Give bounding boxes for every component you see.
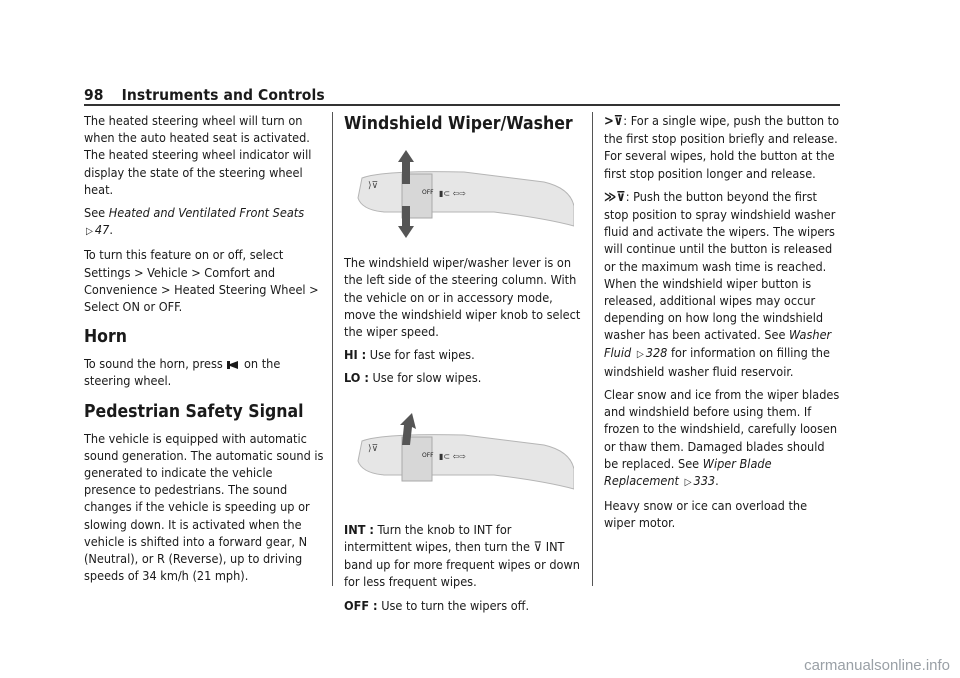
watermark: carmanualsonline.info: [804, 657, 950, 674]
column-1: [84, 112, 324, 590]
seats-page[interactable]: 47: [94, 222, 110, 238]
off-item: OFF : Use to turn the wipers off.: [344, 597, 530, 613]
column-3: [604, 112, 840, 538]
wiper-heading: Windshield Wiper/Washer: [344, 114, 573, 134]
see-reference: See Heated and Ventilated Front Seats ▷ 47.: [84, 205, 305, 238]
column-divider-1: [332, 112, 333, 586]
int-item: INT : Turn the knob to INT for intermittent wipes, then turn the ⊽ INT band up for more frequent wipes or down for less frequent wipes.: [344, 521, 580, 590]
pedestrian-heading: Pedestrian Safety Signal: [84, 401, 304, 422]
pedestrian-paragraph: The vehicle is equipped with automatic sound generation. The automatic sound is generated to indicate the vehicle presence to pedestrians. The sound changes if the vehicle is speeding up or slowing down. It is activated when the vehicle is shifted into a forward gear, N (Neutral), or R (Reverse), up to driving speeds of 34 km/h (21 mph).: [84, 430, 324, 584]
page-header: [84, 86, 325, 104]
wiper-lever-illustration-int: [344, 411, 574, 503]
heated-wheel-paragraph: The heated steering wheel will turn on when the auto heated seat is activated. The heated steering wheel indicator will display the state of the steering wheel heat.: [84, 113, 312, 197]
wiper-intro-paragraph: The windshield wiper/washer lever is on the left side of the steering column. With the vehicle on or in accessory mode, move the windshield wiper knob to select the wiper speed.: [344, 255, 581, 340]
page-number: 98: [84, 86, 104, 104]
header-rule: [84, 104, 840, 106]
column-2: [344, 112, 582, 620]
page-ref-icon-2: ▷: [636, 348, 644, 360]
horn-icon: [226, 359, 240, 371]
wiper-symbol: ⟩⊽: [368, 181, 379, 191]
single-wipe-icon: >⊽: [604, 114, 624, 129]
blade-replacement-page[interactable]: 333: [693, 473, 716, 489]
washer-fluid-link[interactable]: Washer Fluid: [604, 327, 832, 360]
washer-fluid-page[interactable]: 328: [645, 344, 668, 360]
column-divider-2: [592, 112, 593, 586]
seats-link[interactable]: Heated and Ventilated Front Seats: [108, 205, 305, 221]
washer-symbols: ▮⊂ ⇦⇨: [439, 189, 467, 198]
wiper-lever-illustration-hi-lo: [344, 148, 574, 240]
horn-heading: Horn: [84, 327, 127, 348]
blade-replacement-link[interactable]: Wiper Blade Replacement: [604, 455, 772, 489]
page-ref-icon: ▷: [86, 226, 93, 238]
intermittent-wiper-icon: ⊽: [533, 540, 543, 556]
section-title: Instruments and Controls: [121, 86, 325, 104]
washer-spray-icon: ≫⊽: [604, 189, 626, 205]
washer-symbols-2: ▮⊂ ⇦⇨: [439, 451, 467, 461]
wiper-symbol-2: ⟩⊽: [368, 443, 379, 454]
heavy-snow-paragraph: Heavy snow or ice can overload the wiper motor.: [604, 498, 808, 531]
page-ref-icon-3: ▷: [684, 477, 692, 489]
single-wipe-item: >⊽: For a single wipe, push the button to the first stop position briefly and release. For several wipes, hold the button at the first stop position longer and release.: [604, 113, 840, 181]
lo-item: LO : Use for slow wipes.: [344, 370, 482, 386]
lever-off-text-2: OFF: [422, 451, 434, 459]
horn-paragraph: To sound the horn, press on the steering wheel.: [84, 356, 281, 389]
settings-paragraph: To turn this feature on or off, select Settings > Vehicle > Comfort and Convenience > Heated Steering Wheel > Select ON or OFF.: [84, 247, 319, 315]
hi-item: HI : Use for fast wipes.: [344, 347, 475, 363]
clear-snow-paragraph: Clear snow and ice from the wiper blades and windshield before using them. If frozen to the windshield, carefully loosen or thaw them. Damaged blades should be replaced. See Wiper Blade Replacement ▷ 333.: [604, 387, 840, 489]
spray-item: ≫⊽: Push the button beyond the first stop position to spray windshield washer fluid and activate the wipers. The wipers will continue until the button is released or the maximum wash time is reached. When the windshield wiper button is released, additional wipes may occur depending on how long the windshield washer has been activated. See Washer Fluid ▷ 328 for information on filling the windshield washer fluid reservoir.: [604, 188, 836, 379]
lever-off-text: OFF: [422, 189, 434, 196]
